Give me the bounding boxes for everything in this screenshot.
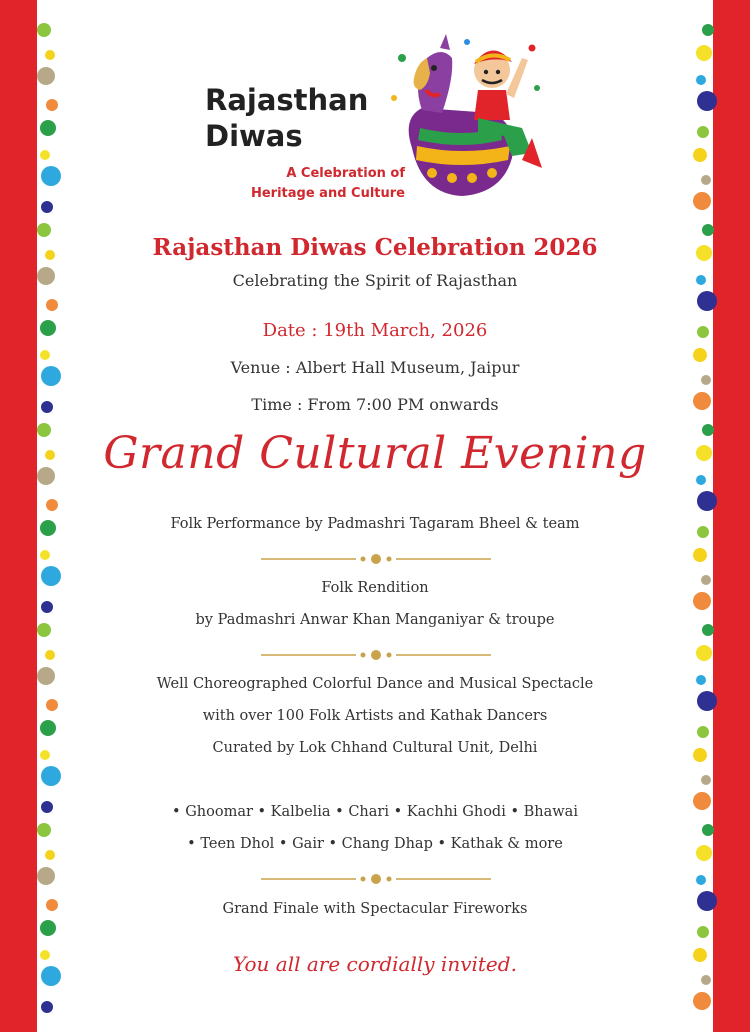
logo-title: [205, 82, 405, 154]
logo-tagline-line2: Heritage and Culture: [250, 186, 405, 201]
spectacle-line1: Well Choreographed Colorful Dance and Musical Spectacle: [156, 676, 594, 692]
spectacle-line3: Curated by Lok Chhand Cultural Unit, Delhi: [212, 740, 538, 756]
event-date: Date : 19th March, 2026: [262, 320, 488, 341]
spectacle-line2: with over 100 Folk Artists and Kathak Dancers: [202, 708, 548, 724]
logo-tagline-line1: A Celebration of: [286, 166, 405, 181]
gold-divider-3-icon: [261, 873, 491, 885]
performance-2-line1: Folk Rendition: [321, 580, 429, 596]
event-subtitle: Celebrating the Spirit of Rajasthan: [232, 271, 518, 290]
logo-title-line2: Diwas: [205, 119, 303, 153]
program-heading: Grand Cultural Evening: [103, 428, 647, 479]
event-time: Time : From 7:00 PM onwards: [251, 395, 499, 414]
finale: Grand Finale with Spectacular Fireworks: [222, 901, 528, 917]
gold-divider-1-icon: [261, 553, 491, 565]
logo-title-line1: Rajasthan: [205, 83, 369, 117]
event-venue: Venue : Albert Hall Museum, Jaipur: [230, 358, 520, 377]
invitation-text: You all are cordially invited.: [233, 952, 517, 976]
logo-tagline: [185, 164, 405, 204]
rajasthani-mascot-icon: [382, 28, 542, 210]
performance-1: Folk Performance by Padmashri Tagaram Bheel & team: [170, 516, 580, 532]
card-content: [37, 0, 713, 1032]
performance-2-line2: by Padmashri Anwar Khan Manganiyar & troupe: [195, 612, 555, 628]
dances-line2: • Teen Dhol • Gair • Chang Dhap • Kathak & more: [187, 836, 563, 852]
event-title: Rajasthan Diwas Celebration 2026: [152, 234, 598, 261]
dances-line1: • Ghoomar • Kalbelia • Chari • Kachhi Ghodi • Bhawai: [172, 804, 578, 820]
gold-divider-2-icon: [261, 649, 491, 661]
